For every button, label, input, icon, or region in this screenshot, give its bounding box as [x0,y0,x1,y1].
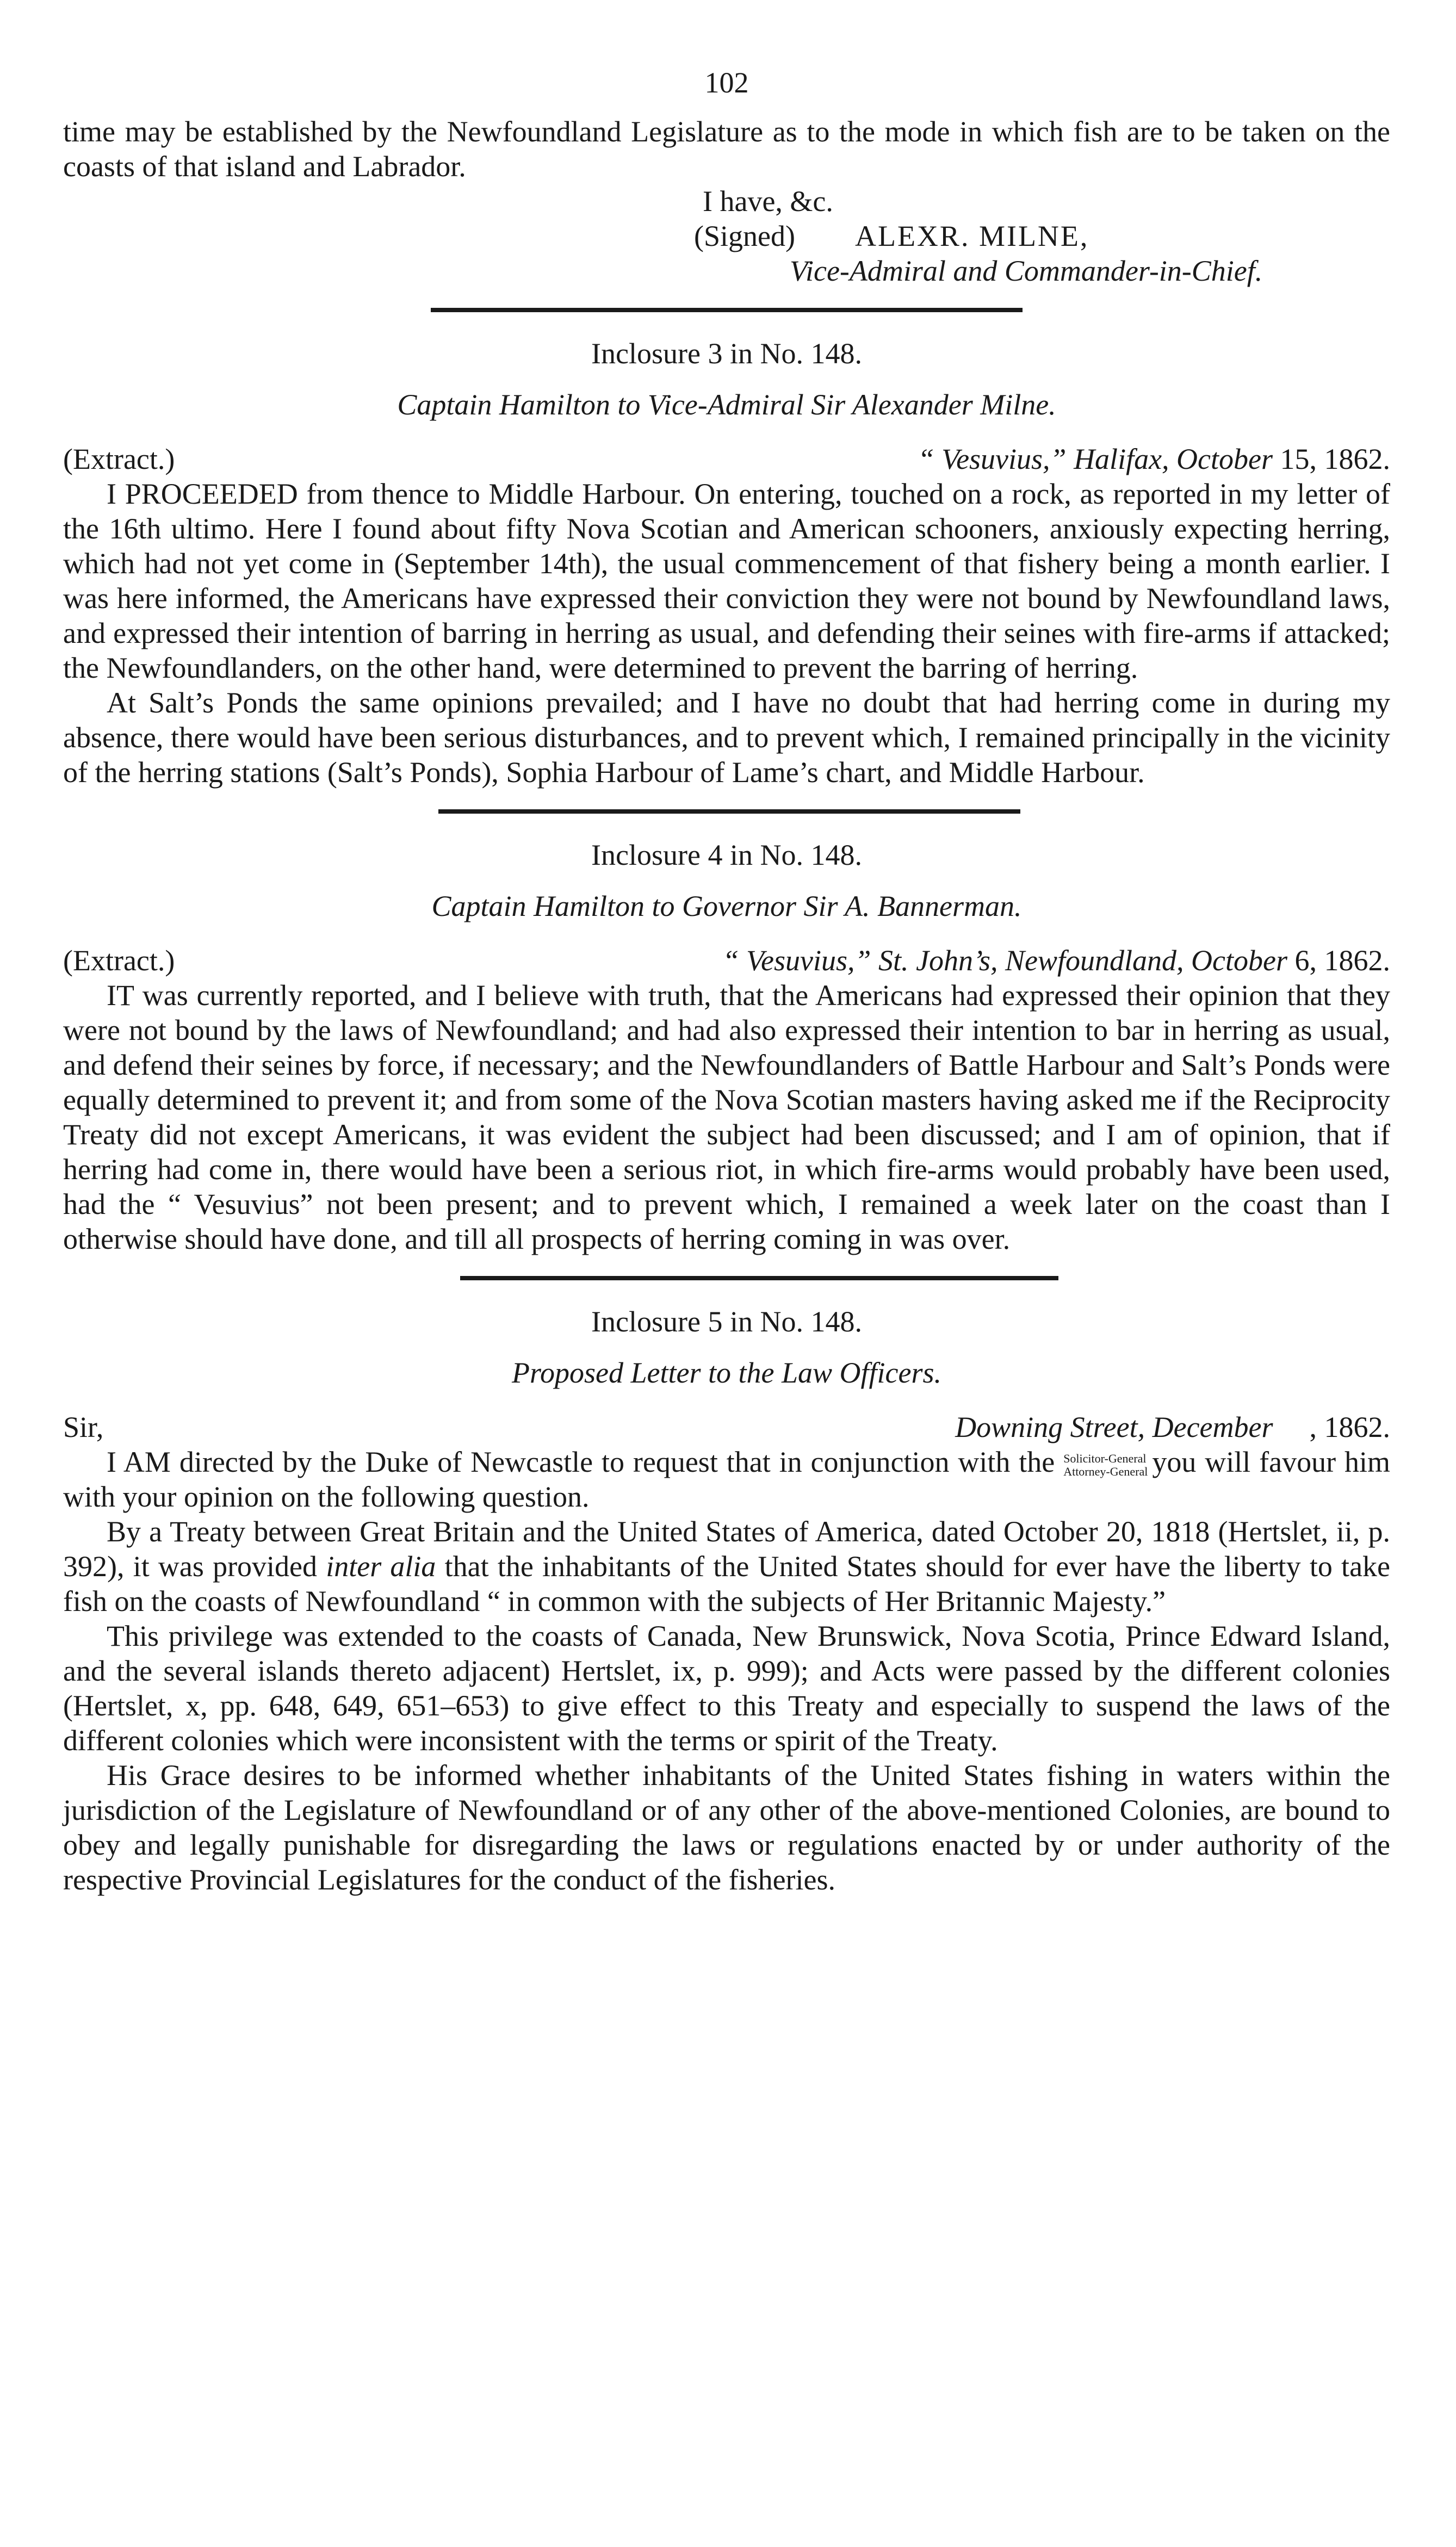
inclosure-3-paragraph-1: I PROCEEDED from thence to Middle Harbour. On entering, touched on a rock, as reported in my letter of the 16th ultimo. Here I found about fifty Nova Scotian and American schooners, anxiously expecting herring, which had not yet come in (September 14th), the usual commencement of that fishery being a month earlier. I was here informed, the Americans have expressed their conviction they were not bound by Newfoundland laws, and expressed their intention of barring in herring as usual, and defending their seines with fire-arms if attacked; the Newfoundlanders, on the other hand, were determined to prevent the barring of herring. [63,478,1390,684]
italic-phrase: inter alia [326,1550,436,1583]
section-divider [438,809,1020,814]
dateline-place: “ Vesuvius,” St. John’s, Newfoundland, October [722,944,1287,977]
section-divider [431,308,1023,312]
inclosure-3-subheading: Captain Hamilton to Vice-Admiral Sir Alexander Milne. [397,388,1056,421]
signer-name: ALEXR. MILNE, [854,220,1089,252]
continuation-paragraph: time may be established by the Newfoundland Legislature as to the mode in which fish are to be taken on the coasts of that island and Labrador. [63,115,1390,183]
inclosure-4-dateline-row [63,943,1390,978]
inclosure-5-paragraph-2 [63,1514,1390,1619]
inclosure-4-heading: Inclosure 4 in No. 148. [591,839,862,871]
salutation: Sir, [63,1411,104,1443]
signer-rank: Vice-Admiral and Commander-in-Chief. [790,255,1263,287]
signature-line [694,219,1390,253]
section-divider [460,1276,1058,1280]
inclosure-5-paragraph-1 [63,1445,1390,1514]
paragraph-text: you will favour him with your opinion on the following question. [63,1446,1391,1513]
page-number: 102 [704,66,749,99]
margin-note-attorney: Attorney-General [1063,1464,1148,1478]
inclosure-3-heading: Inclosure 3 in No. 148. [591,337,862,370]
signed-label: (Signed) [694,220,795,252]
paragraph-text: I AM directed by the Duke of Newcastle to request that in conjunction with the [107,1446,1055,1478]
dateline [918,442,1390,476]
closing-line: I have, &c. [703,185,833,218]
paragraph-text: that the inhabitants of the United States should for ever have the liberty to take fish on the coasts of Newfoundland “ in common with the subjects of Her Britannic Majesty.” [63,1550,1390,1618]
inclosure-5-paragraph-3: This privilege was extended to the coasts of Canada, New Brunswick, Nova Scotia, Prince Edward Island, and the several islands thereto adjacent) Hertslet, ix, p. 999); and Acts were passed by the different colonies (Hertslet, x, pp. 648, 649, 651–653) to give effect to this Treaty and especially to suspend the laws of the different colonies which were inconsistent with the terms or spirit of the Treaty. [63,1620,1390,1757]
extract-label: (Extract.) [63,944,175,977]
dateline-date: 6, 1862. [1294,944,1390,977]
extract-label: (Extract.) [63,443,175,475]
inclosure-4-paragraph-1: IT was currently reported, and I believe with truth, that the Americans had expressed their opinion that they were not bound by the laws of Newfoundland; and had also expressed their intention to bar in herring as usual, and defend their seines by force, if necessary; and the Newfoundlanders of Battle Harbour and Salt’s Ponds were equally determined to prevent it; and from some of the Nova Scotian masters having asked me if the Reciprocity Treaty did not except Americans, it was evident the subject had been discussed; and I am of opinion, that if herring had come in, there would have been a serious riot, in which fire-arms would probably have been used, had the “ Vesuvius” not been present; and to prevent which, I remained a week later on the coast than I otherwise should have done, and till all prospects of herring coming in was over. [63,979,1390,1255]
inclosure-5-dateline-row [63,1410,1390,1445]
inclosure-4-subheading: Captain Hamilton to Governor Sir A. Bannerman. [431,890,1022,922]
dateline-place: “ Vesuvius,” Halifax, October [918,443,1273,475]
dateline [723,943,1391,978]
document-page [63,65,1390,1897]
inclosure-5-subheading: Proposed Letter to the Law Officers. [512,1356,941,1389]
margin-note [1063,1452,1148,1478]
dateline-date: , 1862. [1309,1411,1390,1443]
inclosure-5-paragraph-4: His Grace desires to be informed whether inhabitants of the United States fishing in waters within the jurisdiction of the Legislature of Newfoundland or of any other of the above-mentioned Colonies, are bound to obey and legally punishable for disregarding the laws or regulations enacted by or under authority of the respective Provincial Legislatures for the conduct of the fisheries. [63,1759,1390,1896]
dateline [955,1410,1390,1445]
dateline-date: 15, 1862. [1280,443,1390,475]
inclosure-5-heading: Inclosure 5 in No. 148. [591,1305,862,1338]
inclosure-3-paragraph-2: At Salt’s Ponds the same opinions prevailed; and I have no doubt that had herring come in during my absence, there would have been serious disturbances, and to prevent which, I remained principally in the vicinity of the herring stations (Salt’s Ponds), Sophia Harbour of Lame’s chart, and Middle Harbour. [63,686,1390,789]
dateline-place: Downing Street, December [955,1411,1273,1443]
margin-note-solicitor: Solicitor-General [1063,1451,1147,1465]
paragraph-text: By a Treaty between Great Britain and the United States of America, dated October 20, 1818 (Hertslet, ii, p. 392), it was provided [63,1515,1390,1583]
inclosure-3-dateline-row [63,442,1390,476]
